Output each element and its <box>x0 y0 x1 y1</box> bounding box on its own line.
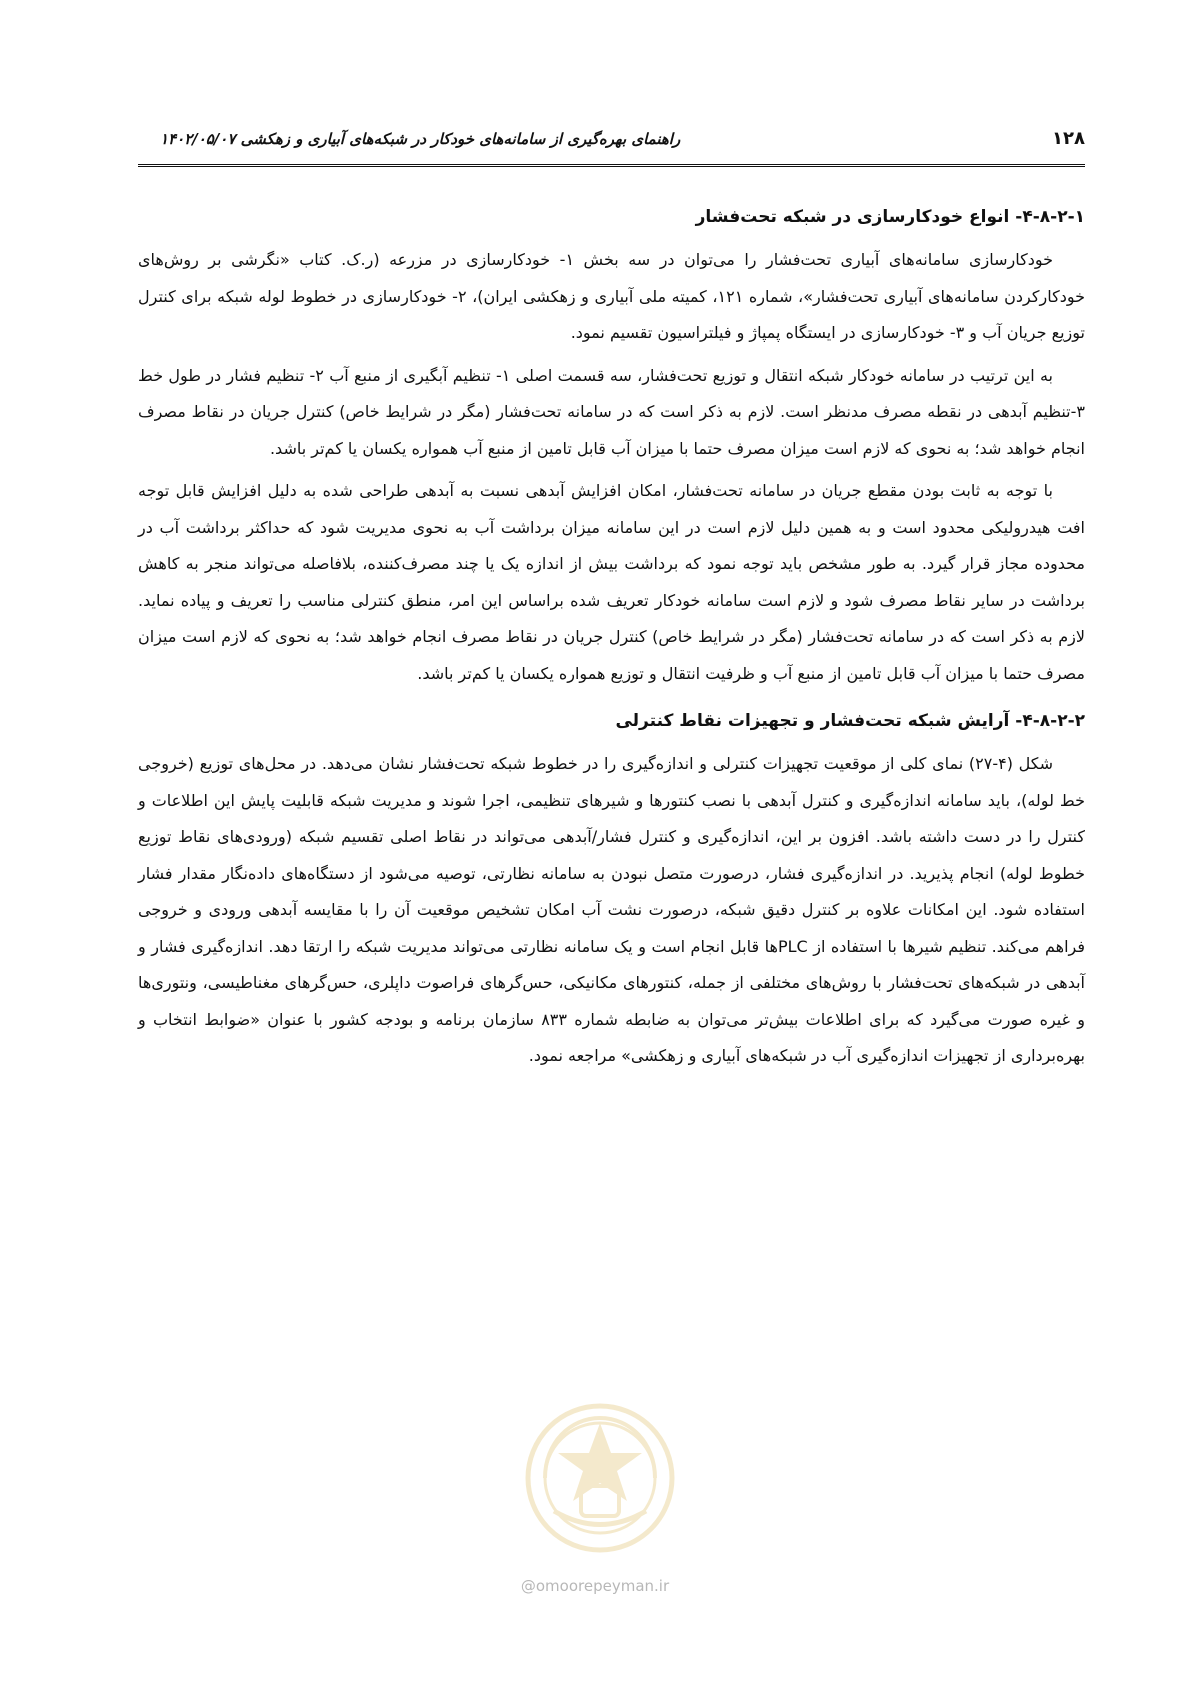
header-date: ۱۴۰۲/۰۵/۰۷ <box>160 130 236 148</box>
running-title <box>138 130 680 148</box>
page-header <box>138 128 1085 162</box>
section-1-paragraph-3: با توجه به ثابت بودن مقطع جریان در سامانه تحت‌فشار، امکان افزایش آبدهی نسبت به آبدهی طراحی شده به دلیل افزایش قابل توجه افت هیدرولیکی محدود است و به همین دلیل لازم است در این سامانه میزان برداشت آب به نحوی مدیریت شود که حداکثر برداشت آب در محدوده مجاز قرار گیرد. به طور مشخص باید توجه نمود که برداشت بیش از اندازه یک یا چند مصرف‌کننده، بلافاصله می‌تواند منجر به کاهش برداشت در سایر نقاط مصرف شود و لازم است سامانه خودکار تعریف شده براساس این امر، منطق کنترلی مناسب را تعریف و پیاده نماید. لازم به ذکر است که در سامانه تحت‌فشار (مگر در شرایط خاص) کنترل جریان در نقاط مصرف انجام خواهد شد؛ به نحوی که لازم است میزان مصرف حتما با میزان آب قابل تامین از منبع آب و ظرفیت انتقال و توزیع همواره یکسان یا کم‌تر باشد. <box>138 481 1085 683</box>
section-heading-1: ۴-۸-۲-۱- انواع خودکارسازی در شبکه تحت‌فشار <box>695 207 1085 227</box>
section-heading-2: ۴-۸-۲-۲- آرایش شبکه تحت‌فشار و تجهیزات نقاط کنترلی <box>615 711 1085 731</box>
watermark-website: @omoorepeyman.ir <box>520 1577 670 1595</box>
watermark-seal-icon <box>510 1388 690 1568</box>
document-body <box>138 202 1085 1081</box>
section-1-paragraph-1: خودکارسازی سامانه‌های آبیاری تحت‌فشار را می‌توان در سه بخش ۱- خودکارسازی در مزرعه (ر.ک. کتاب «نگرشی بر روش‌های خودکارکردن سامانه‌های آبیاری تحت‌فشار»، شماره ۱۲۱، کمیته ملی آبیاری و زهکشی ایران)، ۲- خودکارسازی در خطوط لوله شبکه برای کنترل توزیع جریان آب و ۳- خودکارسازی در ایستگاه پمپاژ و فیلتراسیون تقسیم نمود. <box>138 250 1085 342</box>
running-title-text: راهنمای بهره‌گیری از سامانه‌های خودکار در شبکه‌های آبیاری و زهکشی <box>240 130 681 148</box>
section-2-paragraph-1: شکل (۴-۲۷) نمای کلی از موقعیت تجهیزات کنترلی و اندازه‌گیری را در خطوط شبکه تحت‌فشار نشان می‌دهد. در محل‌های توزیع (خروجی خط لوله)، باید سامانه اندازه‌گیری و کنترل آبدهی با نصب کنتورها و شیرهای تنظیمی، اجرا شوند و مدیریت شبکه قابلیت پایش این اطلاعات و کنترل را در دست داشته باشد. افزون بر این، اندازه‌گیری و کنترل فشار/آبدهی می‌تواند در نقاط اصلی تقسیم شبکه (ورودی‌های نقاط توزیع خطوط لوله) انجام پذیرید. در اندازه‌گیری فشار، درصورت متصل نبودن به سامانه نظارتی، توصیه می‌شود از دستگاه‌های داده‌نگار مقدار فشار استفاده شود. این امکانات علاوه بر کنترل دقیق شبکه، درصورت نشت آب امکان تشخیص موقعیت آن را با مقایسه آبدهی ورودی و خروجی فراهم می‌کند. تنظیم شیرها با استفاده از PLCها قابل انجام است و یک سامانه نظارتی می‌تواند مدیریت شبکه را ارتقا دهد. اندازه‌گیری فشار و آبدهی در شبکه‌های تحت‌فشار با روش‌های مختلفی از جمله، کنتورهای مکانیکی، حس‌گرهای فراصوت داپلری، حس‌گرهای مغناطیسی، ونتوری‌ها و غیره صورت می‌گیرد که برای اطلاعات بیش‌تر می‌توان به ضابطه شماره ۸۳۳ سازمان برنامه و بودجه کشور با عنوان «ضوابط انتخاب و بهره‌برداری از تجهیزات اندازه‌گیری آب در شبکه‌های آبیاری و زهکشی» مراجعه نمود. <box>138 754 1086 1065</box>
section-1-paragraph-2: به این ترتیب در سامانه خودکار شبکه انتقال و توزیع تحت‌فشار، سه قسمت اصلی ۱- تنظیم آبگیری از منبع آب ۲- تنظیم فشار در طول خط ۳-تنظیم آبدهی در نقطه مصرف مدنظر است. لازم به ذکر است که در سامانه تحت‌فشار (مگر در شرایط خاص) کنترل جریان در نقاط مصرف انجام خواهد شد؛ به نحوی که لازم است میزان مصرف حتما با میزان آب قابل تامین از منبع آب همواره یکسان یا کم‌تر باشد. <box>138 365 1085 458</box>
page-number: ۱۲۸ <box>1052 128 1085 149</box>
header-divider <box>138 164 1085 167</box>
